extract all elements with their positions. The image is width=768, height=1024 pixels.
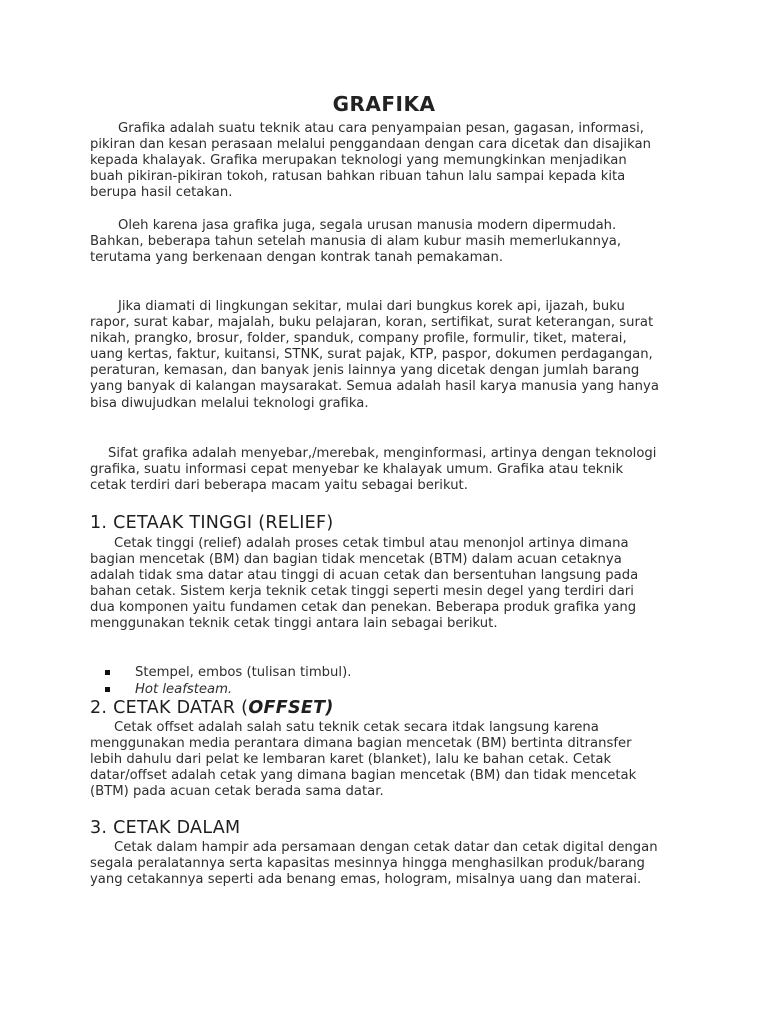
paragraph-nature-text: Sifat grafika adalah menyebar,/merebak, menginformasi, artinya dengan teknologi grafika, suatu informasi cepat menyebar ke khalayak umum. Grafika atau teknik cetak terdiri dari beberapa macam yaitu sebagai berikut. <box>90 446 657 494</box>
list-item <box>90 664 650 681</box>
section-body-cetak-tinggi-text: Cetak tinggi (relief) adalah proses cetak timbul atau menonjol artinya dimana bagian mencetak (BM) dan bagian tidak mencetak (BTM) dalam acuan cetaknya adalah tidak sma datar atau tinggi di acuan cetak dan bersentuhan langsung pada bahan cetak. Sistem kerja teknik cetak tinggi seperti mesin degel yang terdiri dari dua komponen yaitu fundamen cetak dan penekan. Beberapa produk grafika yang menggunakan teknik cetak tinggi antara lain sebagai berikut. <box>90 536 639 632</box>
section-body-cetak-datar-text: Cetak offset adalah salah satu teknik cetak secara itdak langsung karena menggunakan media perantara dimana bagian mencetak (BM) bertinta ditransfer lebih dahulu dari pelat ke lembaran karet (blanket), lalu ke bahan cetak. Cetak datar/offset adalah cetak yang dimana bagian mencetak (BM) dan tidak mencetak (BTM) pada acuan cetak berada sama datar. <box>90 720 637 800</box>
bullet-list-cetak-tinggi <box>90 664 650 698</box>
bullet-text: Stempel, embos (tulisan timbul). <box>135 665 352 680</box>
paragraph-intro-text: Grafika adalah suatu teknik atau cara penyampaian pesan, gagasan, informasi, pikiran dan kesan perasaan melalui penggandaan dengan cara dicetak dan disajikan kepada khalayak. Grafika merupakan teknologi yang memungkinkan menjadikan buah pikiran-pikiran tokoh, ratusan bahkan ribuan tahun lalu sampai kepada kita berupa hasil cetakan. <box>90 121 651 201</box>
section-heading-cetak-datar-prefix: 2. CETAK DATAR ( <box>90 698 249 718</box>
section-body-cetak-dalam-text: Cetak dalam hampir ada persamaan dengan cetak datar dan cetak digital dengan segala peralatannya serta kapasitas mesinnya hingga menghasilkan produk/barang yang cetakannya seperti ada benang emas, hologram, misalnya uang dan materai. <box>90 840 658 888</box>
section-body-cetak-datar <box>90 720 660 800</box>
paragraph-modern <box>90 218 660 266</box>
paragraph-intro <box>90 121 660 201</box>
bullet-square-icon <box>105 670 110 675</box>
section-heading-cetak-datar-emphasis: OFFSET) <box>248 698 334 718</box>
section-body-cetak-dalam <box>90 840 660 888</box>
section-heading-cetak-datar <box>90 698 334 718</box>
document-title: GRAFIKA <box>332 92 436 116</box>
section-heading-cetak-tinggi: 1. CETAAK TINGGI (RELIEF) <box>90 513 334 533</box>
paragraph-examples <box>90 299 660 412</box>
bullet-text: Hot leafsteam. <box>135 682 233 697</box>
section-heading-cetak-dalam: 3. CETAK DALAM <box>90 818 241 838</box>
list-item <box>90 681 650 698</box>
section-body-cetak-tinggi <box>90 536 660 633</box>
bullet-square-icon <box>105 687 110 692</box>
paragraph-examples-text: Jika diamati di lingkungan sekitar, mulai dari bungkus korek api, ijazah, buku rapor, surat kabar, majalah, buku pelajaran, koran, sertifikat, surat keterangan, surat nikah, prangko, brosur, folder, spanduk, company profile, formulir, tiket, materai, uang kertas, faktur, kuitansi, STNK, surat pajak, KTP, paspor, dokumen perdagangan, peraturan, kemasan, dan banyak jenis lainnya yang dicetak dengan jumlah barang yang banyak di kalangan maysarakat. Semua adalah hasil karya manusia yang hanya bisa diwujudkan melalui teknologi grafika. <box>90 299 659 411</box>
paragraph-modern-text: Oleh karena jasa grafika juga, segala urusan manusia modern dipermudah. Bahkan, beberapa tahun setelah manusia di alam kubur masih memerlukannya, terutama yang berkenaan dengan kontrak tanah pemakaman. <box>90 218 622 266</box>
paragraph-nature <box>90 446 660 494</box>
